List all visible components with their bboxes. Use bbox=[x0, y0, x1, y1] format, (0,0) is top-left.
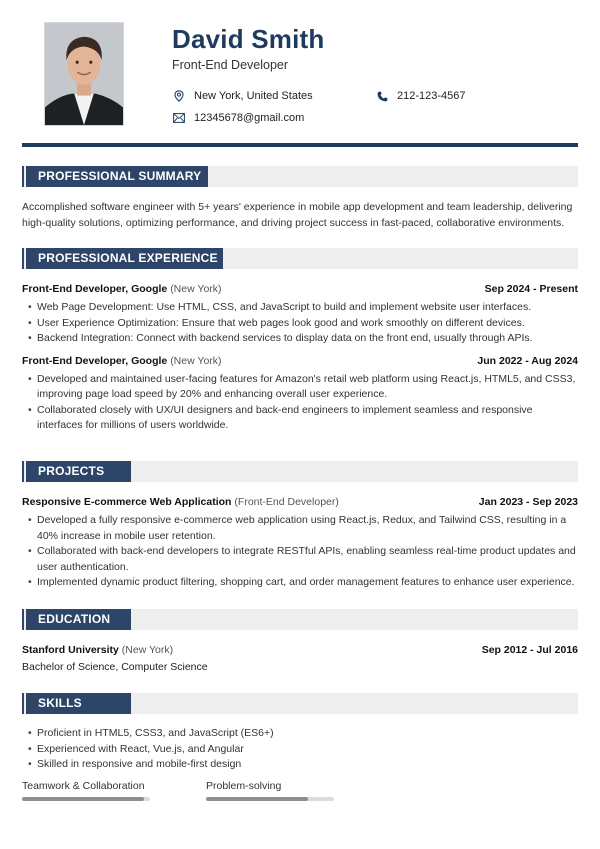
summary-text: Accomplished software engineer with 5+ years' experience in mobile app development and team leadership, delivering high-quality solutions, optimizing performance, and driving project success in fast-paced, collaborative environments. bbox=[22, 201, 573, 229]
bullet-item: • Implemented dynamic product filtering, shopping cart, and order management features to enhance user experience. bbox=[28, 575, 578, 591]
skill-level-item bbox=[22, 779, 206, 801]
section-title: PROJECTS bbox=[26, 461, 131, 482]
section-header bbox=[22, 166, 578, 187]
phone-text[interactable]: 212-123-4567 bbox=[397, 90, 466, 102]
section-accent-bar bbox=[22, 248, 24, 269]
bullet-item: • User Experience Optimization: Ensure that web pages look good and work smoothly on different devices. bbox=[28, 316, 578, 332]
candidate-title: Front-End Developer bbox=[172, 58, 289, 72]
envelope-icon bbox=[173, 112, 185, 124]
job-location: (New York) bbox=[170, 354, 222, 367]
job-bullets bbox=[28, 300, 578, 347]
location-text: New York, United States bbox=[194, 90, 313, 102]
skill-bar-track bbox=[22, 797, 150, 801]
section-accent-bar bbox=[22, 693, 24, 714]
bullet-item: • Collaborated closely with UX/UI designers and back-end engineers to implement seamless and responsive interfaces for millions of users worldwide. bbox=[28, 403, 578, 434]
bullet-item: • Skilled in responsive and mobile-first design bbox=[28, 757, 578, 773]
job-location: (New York) bbox=[170, 283, 222, 295]
project-title: Responsive E-commerce Web Application bbox=[22, 496, 232, 508]
entry-header bbox=[22, 353, 578, 369]
job-title: Front-End Developer, Google bbox=[22, 354, 168, 367]
section-accent-bar bbox=[22, 461, 24, 482]
education-entry bbox=[22, 642, 578, 675]
section-header bbox=[22, 461, 578, 482]
skill-bar-track bbox=[206, 797, 334, 801]
section-title: EDUCATION bbox=[26, 609, 131, 630]
profile-photo bbox=[44, 22, 124, 126]
school-location: (New York) bbox=[121, 644, 174, 656]
contact-email bbox=[173, 112, 304, 124]
skill-level-item bbox=[206, 779, 390, 801]
bullet-item: • Developed a fully responsive e-commerce web application using React.js, Redux, and Tailwind CSS, resulting in a 40% increase in mobile user retention. bbox=[28, 513, 578, 544]
job-dates: Jun 2022 - Aug 2024 bbox=[477, 354, 578, 367]
experience-entry bbox=[22, 353, 578, 434]
section-projects bbox=[22, 461, 578, 597]
project-bullets bbox=[28, 513, 578, 591]
section-accent-bar bbox=[22, 166, 24, 187]
section-header bbox=[22, 693, 578, 714]
candidate-name: David Smith bbox=[172, 24, 325, 54]
email-text[interactable]: 12345678@gmail.com bbox=[194, 112, 305, 124]
entry-header bbox=[22, 281, 578, 297]
section-experience bbox=[22, 248, 578, 440]
section-title: SKILLS bbox=[26, 693, 131, 714]
bullet-item: • Backend Integration: Connect with backend services to display data on the front end, usually through APIs. bbox=[28, 331, 578, 347]
phone-icon bbox=[376, 90, 388, 102]
skill-levels bbox=[22, 779, 578, 801]
entry-header bbox=[22, 494, 578, 510]
section-education bbox=[22, 609, 578, 675]
job-title: Front-End Developer, Google bbox=[22, 283, 168, 295]
skill-bar-fill bbox=[206, 797, 308, 801]
bullet-item: • Experienced with React, Vue.js, and Angular bbox=[28, 742, 578, 758]
project-dates: Jan 2023 - Sep 2023 bbox=[478, 496, 578, 508]
job-bullets bbox=[28, 372, 578, 434]
contact-location bbox=[173, 90, 313, 102]
project-role: (Front-End Developer) bbox=[234, 496, 339, 508]
school-name: Stanford University bbox=[22, 644, 119, 656]
skill-label: Problem-solving bbox=[206, 779, 282, 792]
skill-label: Teamwork & Collaboration bbox=[22, 779, 145, 792]
section-skills bbox=[22, 693, 578, 801]
entry-header bbox=[22, 642, 578, 658]
section-accent-bar bbox=[22, 609, 24, 630]
degree: Bachelor of Science, Computer Science bbox=[22, 661, 208, 673]
experience-entry bbox=[22, 281, 578, 347]
map-pin-icon bbox=[173, 90, 185, 102]
section-header bbox=[22, 609, 578, 630]
education-dates: Sep 2012 - Jul 2016 bbox=[481, 644, 578, 656]
bullet-item: • Web Page Development: Use HTML, CSS, and JavaScript to build and implement website user interfaces. bbox=[28, 300, 578, 316]
contact-phone bbox=[376, 90, 466, 102]
header-divider bbox=[22, 143, 578, 147]
bullet-item: • Proficient in HTML5, CSS3, and JavaScript (ES6+) bbox=[28, 726, 578, 742]
bullet-item: • Collaborated with back-end developers to integrate RESTful APIs, enabling seamless real-time product updates and user authentication. bbox=[28, 544, 578, 575]
skill-bar-fill bbox=[22, 797, 144, 801]
section-title: PROFESSIONAL SUMMARY bbox=[26, 166, 208, 187]
bullet-item: • Developed and maintained user-facing features for Amazon's retail web platform using React.js, HTML5, and CSS3, improving page load speed by 20% and enhancing overall user experience. bbox=[28, 372, 578, 403]
job-dates: Sep 2024 - Present bbox=[484, 283, 578, 295]
skills-bullets bbox=[28, 726, 578, 773]
section-header bbox=[22, 248, 578, 269]
project-entry bbox=[22, 494, 578, 591]
section-title: PROFESSIONAL EXPERIENCE bbox=[26, 248, 223, 269]
section-summary bbox=[22, 166, 578, 231]
